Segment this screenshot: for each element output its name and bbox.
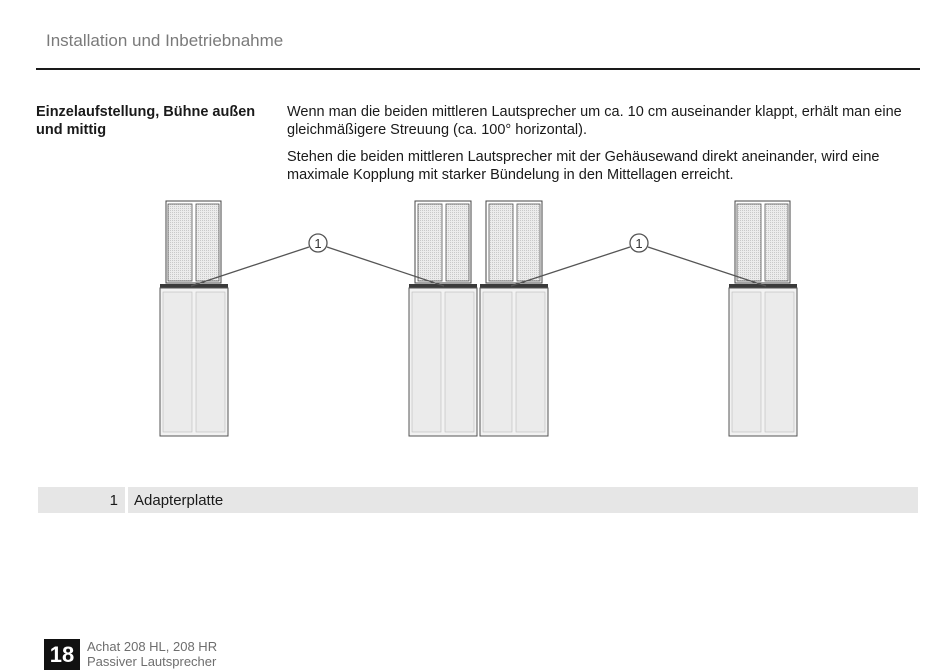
legend-number: 1 xyxy=(38,487,127,513)
callout-marker-1 xyxy=(309,234,327,252)
callout-number: 1 xyxy=(635,236,643,251)
speaker-left-outer xyxy=(160,201,228,436)
speaker-center-right xyxy=(480,201,548,436)
footer-product: Achat 208 HL, 208 HR xyxy=(87,639,218,654)
callout-marker-2 xyxy=(630,234,648,252)
legend-label: Adapterplatte xyxy=(127,487,919,513)
paragraph-1: Wenn man die beiden mittleren Lautsprecher um ca. 10 cm auseinander klappt, erhält man eine gleichmäßigere Streuung (ca. 100° horizontal). xyxy=(287,104,902,138)
legend-row xyxy=(38,487,918,513)
legend-table xyxy=(38,487,918,513)
speaker-arrangement-figure xyxy=(0,190,950,450)
callout-number: 1 xyxy=(314,236,322,251)
speaker-right-outer xyxy=(729,201,797,436)
page-number-badge: 18 xyxy=(44,639,80,670)
paragraph-2: Stehen die beiden mittleren Lautsprecher mit der Gehäusewand direkt aneinander, wird eine maximale Kopplung mit starker Bündelung in den Mittellagen erreicht. xyxy=(287,149,880,183)
speaker-center-left xyxy=(409,201,477,436)
section-heading: Einzelaufstellung, Bühne außen und mittig xyxy=(36,104,256,138)
footer-subtitle: Passiver Lautsprecher xyxy=(87,654,217,669)
page-header-title: Installation und Inbetriebnahme xyxy=(46,31,284,50)
callout-leaders xyxy=(191,247,766,286)
header-divider xyxy=(36,68,920,70)
body-text xyxy=(287,103,917,193)
